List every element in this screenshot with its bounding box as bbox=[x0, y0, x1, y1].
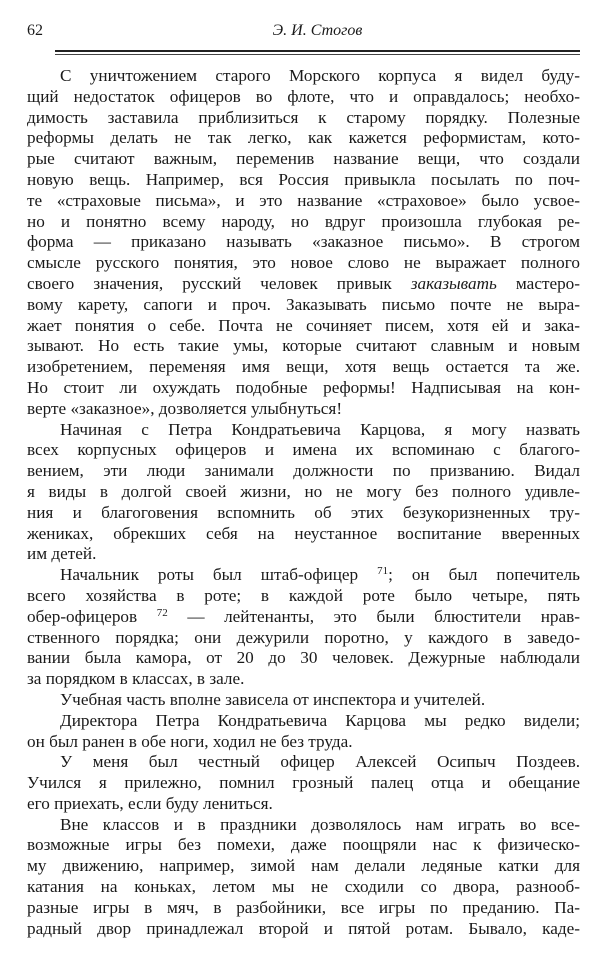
text-line bbox=[27, 856, 580, 877]
text-line bbox=[27, 440, 580, 461]
text-span: своего значения, русский человек привык bbox=[27, 273, 411, 293]
text-line bbox=[27, 669, 580, 690]
text-line bbox=[27, 628, 580, 649]
text-line bbox=[27, 752, 580, 773]
text-span: Вне классов и в праздники дозволялось нам играть во все- bbox=[60, 814, 580, 834]
text-line bbox=[27, 336, 580, 357]
text-span: Начиная с Петра Кондратьевича Карцова, я могу назвать bbox=[60, 419, 580, 439]
text-span: он был ранен в обе ноги, ходил не без труда. bbox=[27, 731, 353, 751]
text-line bbox=[27, 399, 580, 420]
text-span: катания на коньках, летом мы не сходили со двора, разнооб- bbox=[27, 877, 580, 897]
text-span: жает понятия о себе. Почта не сочиняет писем, хотя ей и зака- bbox=[27, 315, 580, 335]
text-line bbox=[27, 648, 580, 669]
text-span: Учебная часть вполне зависела от инспектора и учителей. bbox=[60, 689, 486, 709]
italic-text: заказывать bbox=[410, 273, 497, 293]
text-span: зывают. Но есть такие умы, которые считают славным и новым bbox=[27, 336, 580, 356]
paragraph bbox=[27, 565, 580, 690]
text-line bbox=[27, 607, 580, 628]
paragraph bbox=[27, 752, 580, 814]
paragraph bbox=[27, 711, 580, 753]
text-line bbox=[27, 732, 580, 753]
text-span: вому карету, сапоги и проч. Заказывать письмо почте не выра- bbox=[27, 294, 580, 314]
footnote-ref[interactable]: 71 bbox=[377, 565, 389, 578]
text-line bbox=[27, 482, 580, 503]
text-line bbox=[27, 149, 580, 170]
text-span: мастеро- bbox=[496, 273, 580, 293]
text-line bbox=[27, 524, 580, 545]
text-line bbox=[27, 378, 580, 399]
header-rule-thin bbox=[55, 54, 580, 55]
text-line bbox=[27, 191, 580, 212]
text-line bbox=[27, 316, 580, 337]
text-line bbox=[27, 565, 580, 586]
text-span: вании была камора, от 20 до 30 человек. Дежурные наблюдали bbox=[27, 648, 580, 668]
text-line bbox=[27, 128, 580, 149]
text-span: те «страховые письма», и это название «страховое» было усвое- bbox=[27, 190, 580, 210]
text-span: смысле русского понятия, это новое слово не выражает полного bbox=[27, 253, 580, 273]
text-line bbox=[27, 835, 580, 856]
text-span: им детей. bbox=[27, 544, 97, 564]
text-line bbox=[27, 898, 580, 919]
text-span: С уничтожением старого Морского корпуса я видел буду- bbox=[60, 66, 580, 85]
text-span: Начальник роты был штаб-офицер bbox=[60, 565, 378, 585]
text-line bbox=[27, 274, 580, 295]
text-span: обер-офицеров bbox=[27, 606, 157, 626]
text-span: димость заставила приблизиться к старому порядку. Полезные bbox=[27, 107, 580, 127]
text-span: — лейтенанты, это были блюстители нрав- bbox=[167, 606, 580, 626]
text-span: Директора Петра Кондратьевича Карцова мы редко видели; bbox=[60, 710, 580, 730]
text-span: за порядком в классах, в зале. bbox=[27, 669, 245, 689]
text-span: я виды в долгой своей жизни, но не могу без полного удивле- bbox=[27, 481, 580, 501]
text-line bbox=[27, 711, 580, 732]
text-span: изобретением, переменяя имя вещи, хотя вещь остается та же. bbox=[27, 357, 580, 377]
text-line bbox=[27, 108, 580, 129]
text-line bbox=[27, 586, 580, 607]
paragraph bbox=[27, 690, 580, 711]
text-line bbox=[27, 295, 580, 316]
text-line bbox=[27, 66, 580, 87]
header-rule bbox=[55, 50, 580, 52]
text-span: верте «заказное», дозволяется улыбнуться! bbox=[27, 398, 343, 418]
footnote-ref[interactable]: 72 bbox=[156, 606, 168, 619]
text-line bbox=[27, 877, 580, 898]
text-span: реформы делать не так легко, как кажется реформистам, кото- bbox=[27, 128, 580, 148]
text-span: жениках, обрекших себя на неустанное воспитание вверенных bbox=[27, 523, 580, 543]
text-line bbox=[27, 503, 580, 524]
text-line bbox=[27, 420, 580, 441]
text-line bbox=[27, 773, 580, 794]
text-line bbox=[27, 212, 580, 233]
text-span: Но стоит ли охуждать подобные реформы! Надписывая на кон- bbox=[27, 377, 580, 397]
text-span: радный двор принадлежал второй и пятой ротам. Бывало, каде- bbox=[27, 918, 580, 938]
text-span: Учился я прилежно, помнил грозный палец отца и обещание bbox=[27, 773, 580, 793]
text-span: ния и благоговения вспомнить об этих безукоризненных тру- bbox=[27, 502, 580, 522]
text-line bbox=[27, 919, 580, 940]
text-span: всех корпусных офицеров и имена их вспоминаю с благого- bbox=[27, 440, 580, 460]
text-line bbox=[27, 87, 580, 108]
text-span: разные игры в мяч, в разбойники, все игры по преданию. Па- bbox=[27, 897, 580, 917]
text-line bbox=[27, 690, 580, 711]
text-span: возможные игры без помехи, даже поощряли нас к физическо- bbox=[27, 835, 580, 855]
text-line bbox=[27, 170, 580, 191]
text-span: всего хозяйства в роте; в каждой роте было четыре, пять bbox=[27, 585, 580, 605]
paragraph bbox=[27, 66, 580, 420]
text-line bbox=[27, 815, 580, 836]
text-span: но и понятно всему народу, но вдруг произошла глубокая ре- bbox=[27, 211, 580, 231]
text-span: форма — приказано называть «заказное письмо». В строгом bbox=[27, 232, 580, 252]
paragraph bbox=[27, 815, 580, 940]
text-span: новую вещь. Например, вся Россия привыкла посылать по поч- bbox=[27, 169, 580, 189]
paragraph bbox=[27, 420, 580, 566]
text-span: му движению, например, зимой нам делали ледяные катки для bbox=[27, 856, 580, 876]
body-text bbox=[27, 66, 580, 939]
text-span: щий недостаток офицеров во флоте, что и оправдалось; необхо- bbox=[27, 86, 580, 106]
text-span: ; он был попечитель bbox=[388, 565, 580, 585]
text-line bbox=[27, 544, 580, 565]
text-line bbox=[27, 232, 580, 253]
text-line bbox=[27, 357, 580, 378]
text-span: рые считают важным, переменив название вещи, что создали bbox=[27, 149, 580, 169]
text-line bbox=[27, 253, 580, 274]
text-span: ственного порядка; они дежурили поротно, у каждого в заведо- bbox=[27, 627, 580, 647]
text-span: его приехать, если буду лениться. bbox=[27, 793, 273, 813]
running-title: Э. И. Стогов bbox=[272, 22, 363, 39]
text-line bbox=[27, 794, 580, 815]
text-span: У меня был честный офицер Алексей Осипыч Поздеев. bbox=[60, 752, 580, 772]
text-line bbox=[27, 461, 580, 482]
page-number: 62 bbox=[27, 22, 43, 39]
text-span: вением, эти люди занимали должности по призванию. Видал bbox=[27, 461, 580, 481]
